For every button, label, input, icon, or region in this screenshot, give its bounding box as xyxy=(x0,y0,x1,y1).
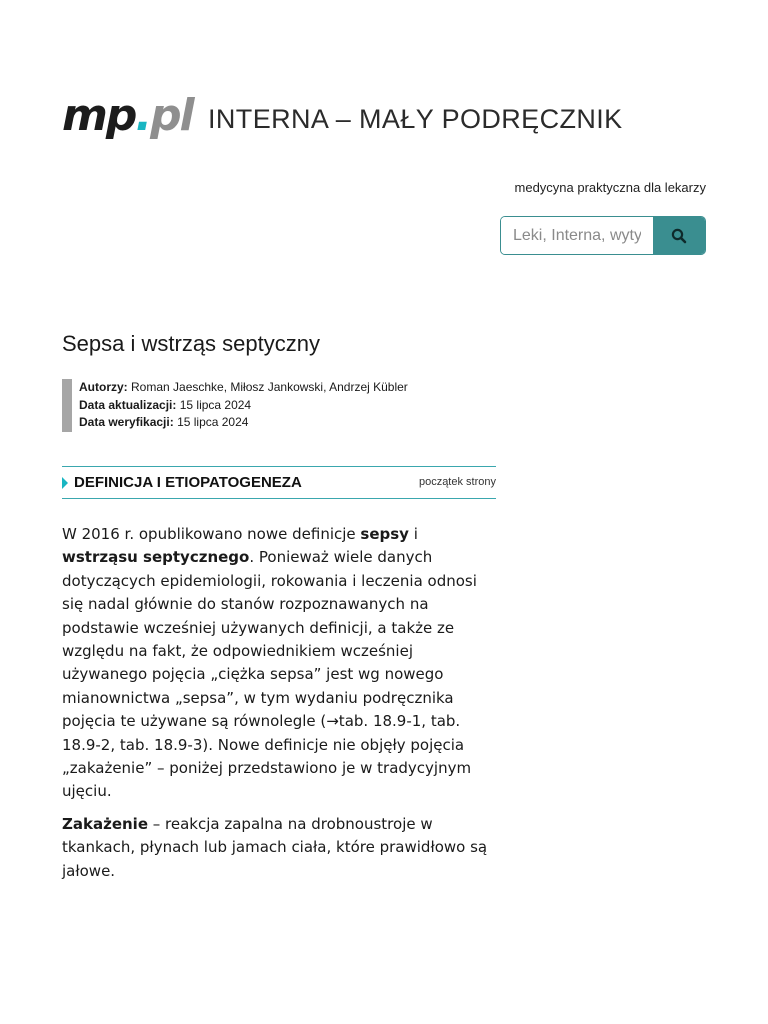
tagline: medycyna praktyczna dla lekarzy xyxy=(514,180,706,195)
section-header[interactable] xyxy=(62,466,496,499)
p1-term-wstrzas: wstrząsu septycznego xyxy=(62,548,250,567)
page-title: Sepsa i wstrząs septyczny xyxy=(62,331,320,356)
search-form xyxy=(500,216,706,255)
logo-pl-text: pl xyxy=(150,90,193,141)
p1-text-1: W 2016 r. opublikowano nowe definicje xyxy=(62,525,361,543)
p1-term-sepsa: sepsy xyxy=(360,525,409,543)
back-to-top-link[interactable]: początek strony xyxy=(418,476,496,488)
section-title: DEFINICJA I ETIOPATOGENEZA xyxy=(74,474,302,491)
site-logo[interactable] xyxy=(62,90,623,144)
logo-mp-text: mp xyxy=(62,90,136,141)
meta-verified-label: Data weryfikacji: xyxy=(79,415,174,429)
meta-authors-row xyxy=(79,379,408,397)
meta-verified-value: 15 lipca 2024 xyxy=(177,415,249,429)
paragraph-definitions xyxy=(62,523,498,804)
article-content xyxy=(62,523,498,892)
p1-text-3: . Ponieważ wiele danych dotyczących epidemiologii, rokowania i leczenia odnosi się nadal głównie do stanów rozpoznawanych na podstawie wcześniej używanych definicji, a także ze względu na fakt, że odpowiednikiem wcześniej używanego pojęcia „ciężka sepsa” jest wg nowego mianownictwa „sepsa”, w tym wydaniu podręcznika pojęcia te używane są równolegle (→tab. 18.9-1, tab. 18.9-2, tab. 18.9-3). Nowe definicje nie objęły pojęcia „zakażenie” – poniżej przedstawiono je w tradycyjnym ujęciu. xyxy=(62,548,477,801)
meta-updated-row xyxy=(79,397,408,415)
logo-dot-text: . xyxy=(135,90,151,141)
paragraph-infection xyxy=(62,813,498,883)
p2-text-1: – reakcja zapalna na drobnoustroje w tkankach, płynach lub jamach ciała, które prawidłowo są jałowe. xyxy=(62,814,488,880)
meta-authors-label: Autorzy: xyxy=(79,380,128,394)
search-icon xyxy=(671,228,687,244)
site-title: INTERNA – MAŁY PODRĘCZNIK xyxy=(208,104,623,134)
search-input[interactable] xyxy=(501,217,653,254)
logo-mark xyxy=(62,90,193,141)
p1-text-2: i xyxy=(408,525,418,543)
meta-updated-label: Data aktualizacji: xyxy=(79,397,177,412)
meta-updated-value: 15 lipca 2024 xyxy=(179,397,252,412)
p2-term-zakazenie: Zakażenie xyxy=(62,814,148,833)
search-button[interactable] xyxy=(653,217,705,254)
meta-authors-value: Roman Jaeschke, Miłosz Jankowski, Andrzej Kübler xyxy=(131,380,408,394)
article-meta xyxy=(62,379,408,432)
meta-verified-row xyxy=(79,414,408,432)
caret-right-icon xyxy=(62,477,68,489)
